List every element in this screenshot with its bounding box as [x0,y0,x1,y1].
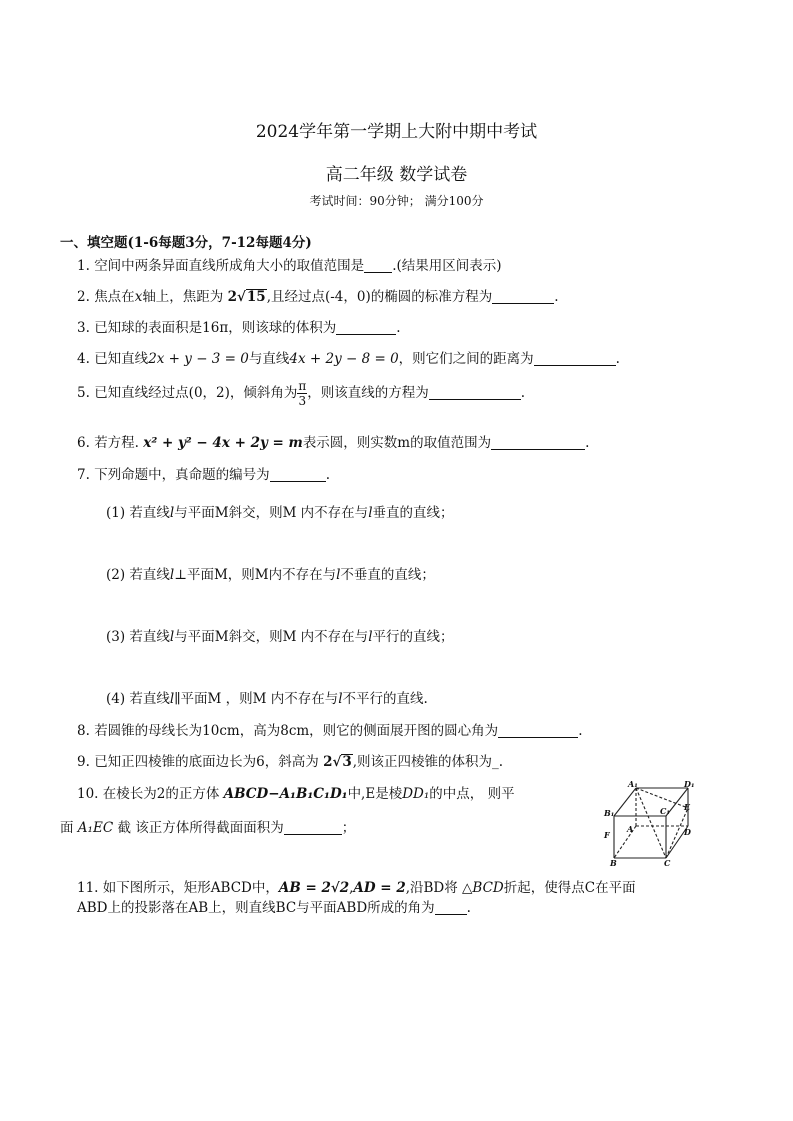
q9-coef: 2 [323,754,333,770]
question-10-line-2 [60,816,355,836]
cube-label-e: E [684,802,691,812]
q6-number: 6. [77,435,90,451]
q11-number: 11. [77,880,99,896]
exam-title: 2024学年第一学期上大附中期中考试 [255,122,538,142]
q10-answer-blank[interactable] [284,820,342,835]
q7-item-2-var: l [169,567,175,583]
q6-pre: 若方程. [94,435,139,451]
q4-number: 4. [77,351,90,367]
q3-after: . [396,320,401,336]
exam-meta: 考试时间：90分钟； 满分100分 [309,194,484,208]
q7-item-3-pre: 若直线 [129,629,170,645]
q1-text: 空间中两条异面直线所成角大小的取值范围是 [94,258,365,274]
q7-item-4-label: (4) [106,691,126,707]
q7-item-4-post: ∥平面M ，则M 内不存在与 [174,691,339,707]
cube-diag-a1c [636,788,666,858]
q7-item-2-tail: 不垂直的直线； [340,567,435,583]
q7-item-3 [106,625,454,645]
q5-number: 5. [77,385,90,401]
question-1 [77,254,502,274]
q6-answer-blank[interactable] [491,435,585,450]
q5-post: ，则该直线的方程为 [307,385,429,401]
q7-item-2-label: (2) [106,567,126,583]
q9-pre: 已知正四棱锥的底面边长为6，斜高为 [94,754,319,770]
q7-item-2 [106,563,435,583]
q11-pre: 如下图所示，矩形ABCD中， [102,880,279,896]
section-heading: 一、填空题(1-6每题3分，7-12每题4分) [60,235,312,251]
q8-answer-blank[interactable] [498,723,578,738]
cube-figure [600,778,695,868]
q1-answer-blank[interactable] [364,258,392,273]
q4-eq1: 2x + y − 3 = 0 [148,351,249,367]
q2-post: ,且经过点(-4，0)的椭圆的标准方程为 [266,289,493,305]
q2-number: 2. [77,289,90,305]
q3-answer-blank[interactable] [336,320,396,335]
q5-after: . [520,385,526,401]
q6-eq: x² + y² − 4x + 2y = m [143,435,303,451]
q10-plane: A₁EC [77,820,114,836]
q7-after: . [325,467,330,483]
q11-post: 折起，使得点C在平面 [503,880,636,896]
q6-after: . [585,435,590,451]
q11-ad: AD = 2 [353,880,406,896]
q7-answer-blank[interactable] [270,467,326,482]
q5-frac-num: π [298,379,307,393]
q1-number: 1. [77,258,90,274]
question-2: 2. 焦点在x轴上，焦距为 2√15,且经过点(-4，0)的椭圆的标准方程为 . [77,289,559,305]
q11-answer-blank[interactable] [435,900,467,915]
q2-coef: 2 [227,289,238,305]
q10-post: 的中点， 则平 [429,786,515,802]
question-5 [77,380,525,407]
q10-pre: 在棱长为2的正方体 [102,786,220,802]
q7-item-1 [106,501,454,521]
question-11: 11. 如下图所示，矩形ABCD中，AB = 2√2,AD = 2,沿BD将 △BCD折起，使得点C在平面 [77,880,636,896]
q7-item-2-var2: l [336,567,341,583]
q11-after: . [466,900,471,916]
q10-number: 10. [77,786,99,802]
q5-frac-den: 3 [298,394,307,408]
question-8 [77,719,582,739]
q2-answer-blank[interactable] [492,289,554,304]
q9-post: ,则该正四棱锥的体积为_. [352,754,504,770]
question-10 [77,782,515,802]
question-11-line-2 [77,896,471,916]
question-9: 9. 已知正四棱锥的底面边长为6，斜高为 2√3,则该正四棱锥的体积为_. [77,754,504,770]
q7-text: 下列命题中，真命题的编号为 [94,467,270,483]
q7-item-4-tail: 不平行的直线. [342,691,428,707]
q2-pre: 焦点在 [94,289,135,305]
question-3 [77,316,401,336]
q10-line2-pre: 面 [60,820,74,836]
q4-answer-blank[interactable] [534,351,616,366]
q7-item-4-pre: 若直线 [129,691,170,707]
question-7 [77,463,330,483]
q2-mid: 轴上，焦距为 [142,289,224,305]
q7-item-4-var: l [169,691,175,707]
q11-mid: ,沿BD将 [405,880,463,896]
cube-label-d: D [684,827,691,837]
q5-answer-blank[interactable] [429,385,521,400]
q7-item-1-var: l [169,505,175,521]
cube-edge-a1b1 [614,788,636,816]
q4-mid: 与直线 [248,351,290,367]
question-4 [77,347,620,367]
cube-label-a1: A₁ [628,779,638,789]
q3-text: 已知球的表面积是16π，则该球的体积为 [94,320,337,336]
cube-label-b: B [610,858,617,868]
q11-line2: ABD上的投影落在AB上，则直线BC与平面ABD所成的角为 [77,900,435,916]
cube-label-b1: B₁ [604,808,615,818]
q7-item-1-var2: l [368,505,373,521]
q10-solid: ABCD−A₁B₁C₁D₁ [223,786,348,802]
q6-post: 表示圆，则实数m的取值范围为 [302,435,492,451]
q9-radicand: 3 [342,754,352,770]
q7-item-1-label: (1) [106,505,126,521]
q2-var: x [134,289,143,305]
q7-item-4-var2: l [338,691,343,707]
q7-item-3-tail: 平行的直线； [372,629,454,645]
cube-label-a: A [627,824,634,834]
cube-label-d1: D₁ [684,779,695,789]
q4-eq2: 4x + 2y − 8 = 0 [289,351,399,367]
q10-mid: 中,E是棱 [347,786,403,802]
q7-item-3-label: (3) [106,629,126,645]
q2-after: . [554,289,559,305]
cube-label-c1: C₁ [660,806,670,816]
q7-item-1-tail: 垂直的直线； [372,505,454,521]
q4-post: ，则它们之间的距离为 [398,351,534,367]
question-6 [77,431,589,451]
q1-after: .(结果用区间表示) [392,258,502,274]
q7-item-3-post: 与平面M斜交，则M 内不存在与 [174,629,369,645]
q7-item-4 [106,687,428,707]
q7-item-3-var2: l [368,629,373,645]
q5-fraction [297,380,307,407]
q4-pre: 已知直线 [94,351,149,367]
q8-number: 8. [77,723,90,739]
q11-ab: AB = 2√2 [278,880,350,896]
q7-item-2-pre: 若直线 [129,567,170,583]
q10-line2-post: ； [341,820,356,836]
q10-line2-mid: 截 该正方体所得截面面积为 [117,820,284,836]
q2-radicand: 15 [246,289,266,305]
q7-number: 7. [77,467,90,483]
q3-number: 3. [77,320,90,336]
exam-subtitle: 高二年级 数学试卷 [325,165,468,185]
cube-label-f: F [604,830,610,840]
q7-item-3-var: l [169,629,175,645]
q8-after: . [578,723,583,739]
q11-tri: △BCD [462,880,504,896]
q8-text: 若圆锥的母线长为10cm，高为8cm，则它的侧面展开图的圆心角为 [94,723,499,739]
q7-item-1-pre: 若直线 [129,505,170,521]
q9-number: 9. [77,754,90,770]
q7-item-2-post: ⊥平面M，则M内不存在与 [174,567,337,583]
q7-item-1-post: 与平面M斜交，则M 内不存在与 [174,505,369,521]
q10-edge: DD₁ [402,786,430,802]
q4-after: . [615,351,620,367]
cube-label-c: C [664,858,671,868]
q5-pre: 已知直线经过点(0，2)，倾斜角为 [94,385,298,401]
